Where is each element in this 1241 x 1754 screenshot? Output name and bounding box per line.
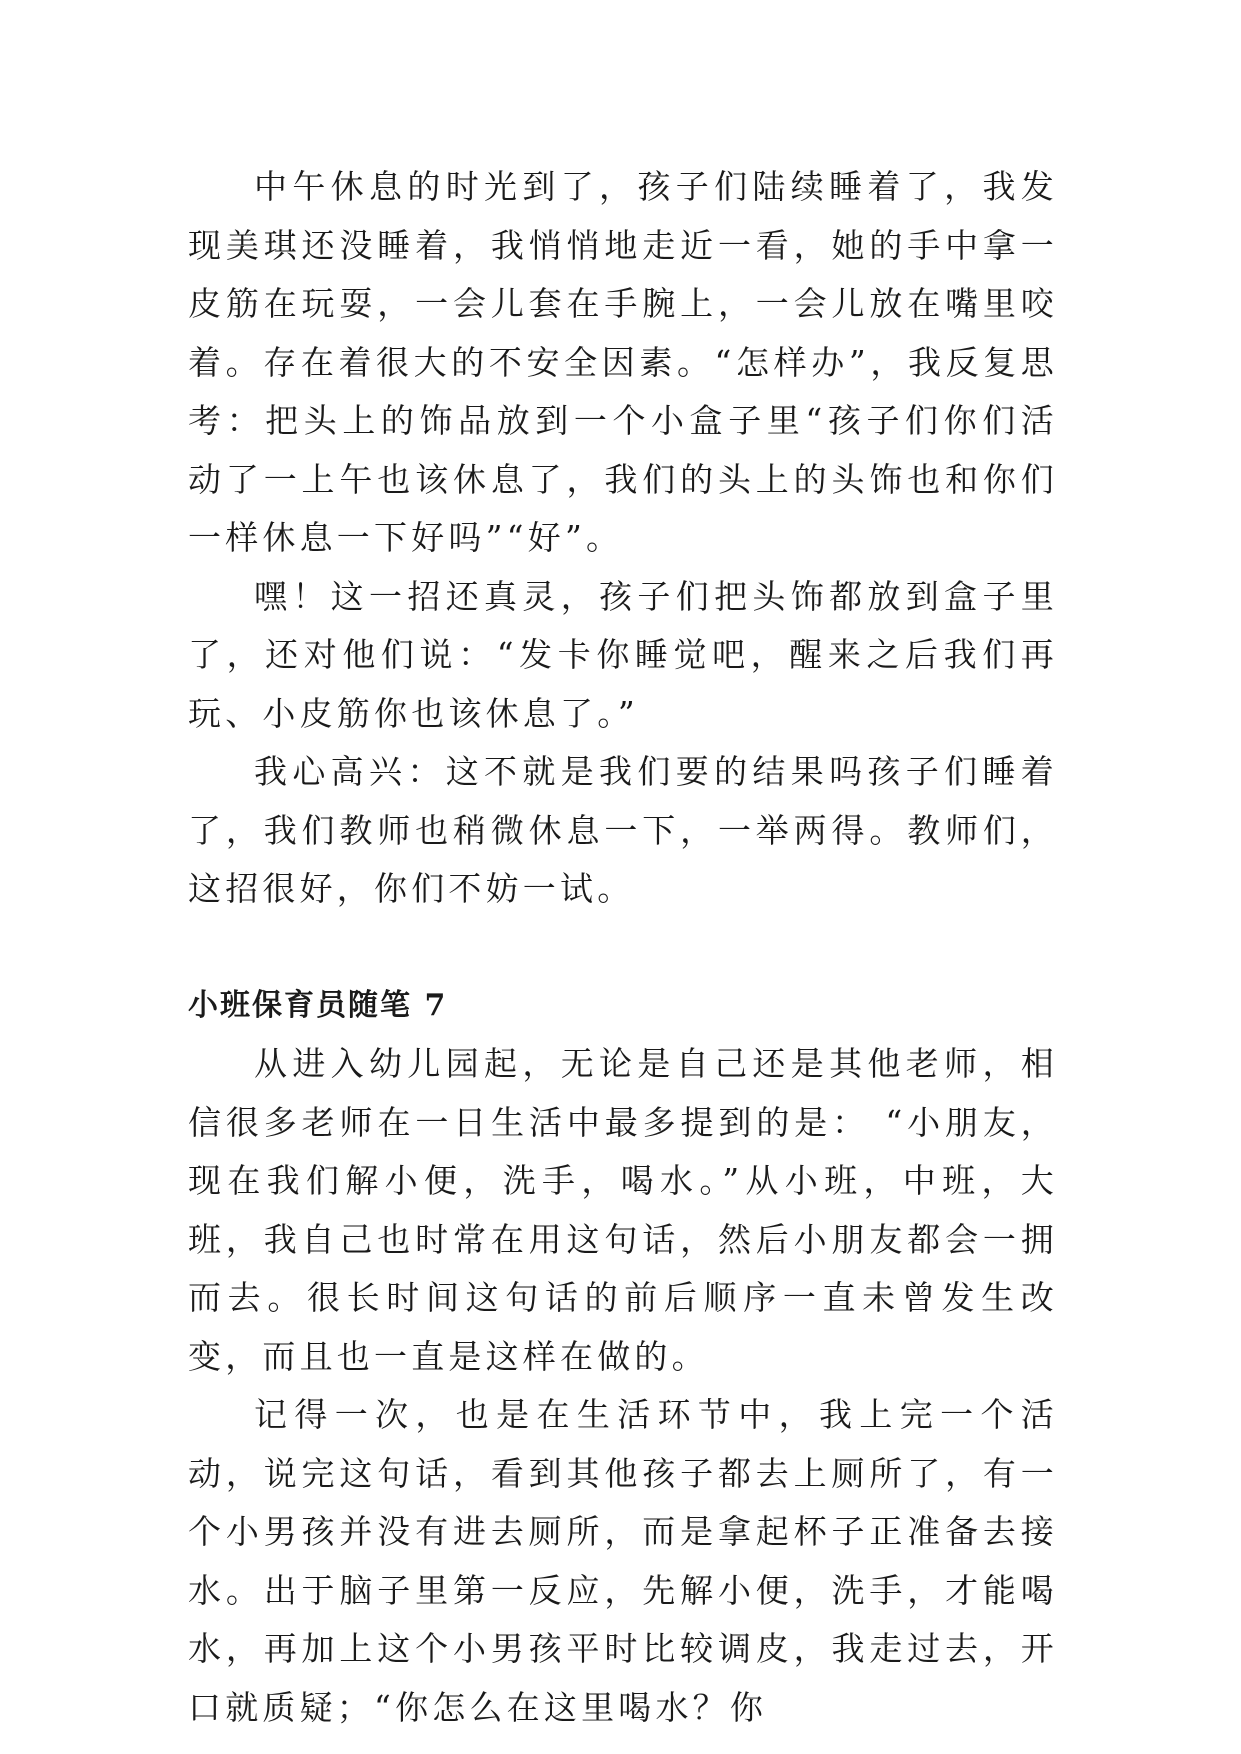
document-page bbox=[188, 158, 1058, 1737]
paragraph: 中午休息的时光到了，孩子们陆续睡着了，我发现美琪还没睡着，我悄悄地走近一看，她的手中拿一皮筋在玩耍，一会儿套在手腕上，一会儿放在嘴里咬着。存在着很大的不安全因素。“怎样办”，我反复思考：把头上的饰品放到一个小盒子里“孩子们你们活动了一上午也该休息了，我们的头上的头饰也和你们一样休息一下好吗”“好”。 bbox=[188, 167, 1058, 557]
paragraph: 嘿！这一招还真灵，孩子们把头饰都放到盒子里了，还对他们说：“发卡你睡觉吧，醒来之后我们再玩、小皮筋你也该休息了。” bbox=[188, 576, 1058, 733]
paragraph: 我心高兴：这不就是我们要的结果吗孩子们睡着了，我们教师也稍微休息一下，一举两得。教师们，这招很好，你们不妨一试。 bbox=[188, 752, 1058, 908]
paragraph: 从进入幼儿园起，无论是自己还是其他老师，相信很多老师在一日生活中最多提到的是： “小朋友，现在我们解小便，洗手，喝水。”从小班，中班，大班，我自己也时常在用这句话，然后小朋友都会一拥而去。很长时间这句话的前后顺序一直未曾发生改变，而且也一直是这样在做的。 bbox=[188, 1044, 1058, 1376]
section-title: 小班保育员随笔 7 bbox=[188, 987, 448, 1023]
paragraph: 记得一次，也是在生活环节中，我上完一个活动，说完这句话，看到其他孩子都去上厕所了，有一个小男孩并没有进去厕所，而是拿起杯子正准备去接水。出于脑子里第一反应，先解小便，洗手，才能喝水，再加上这个小男孩平时比较调皮，我走过去，开口就质疑；“你怎么在这里喝水？你 bbox=[188, 1395, 1058, 1727]
